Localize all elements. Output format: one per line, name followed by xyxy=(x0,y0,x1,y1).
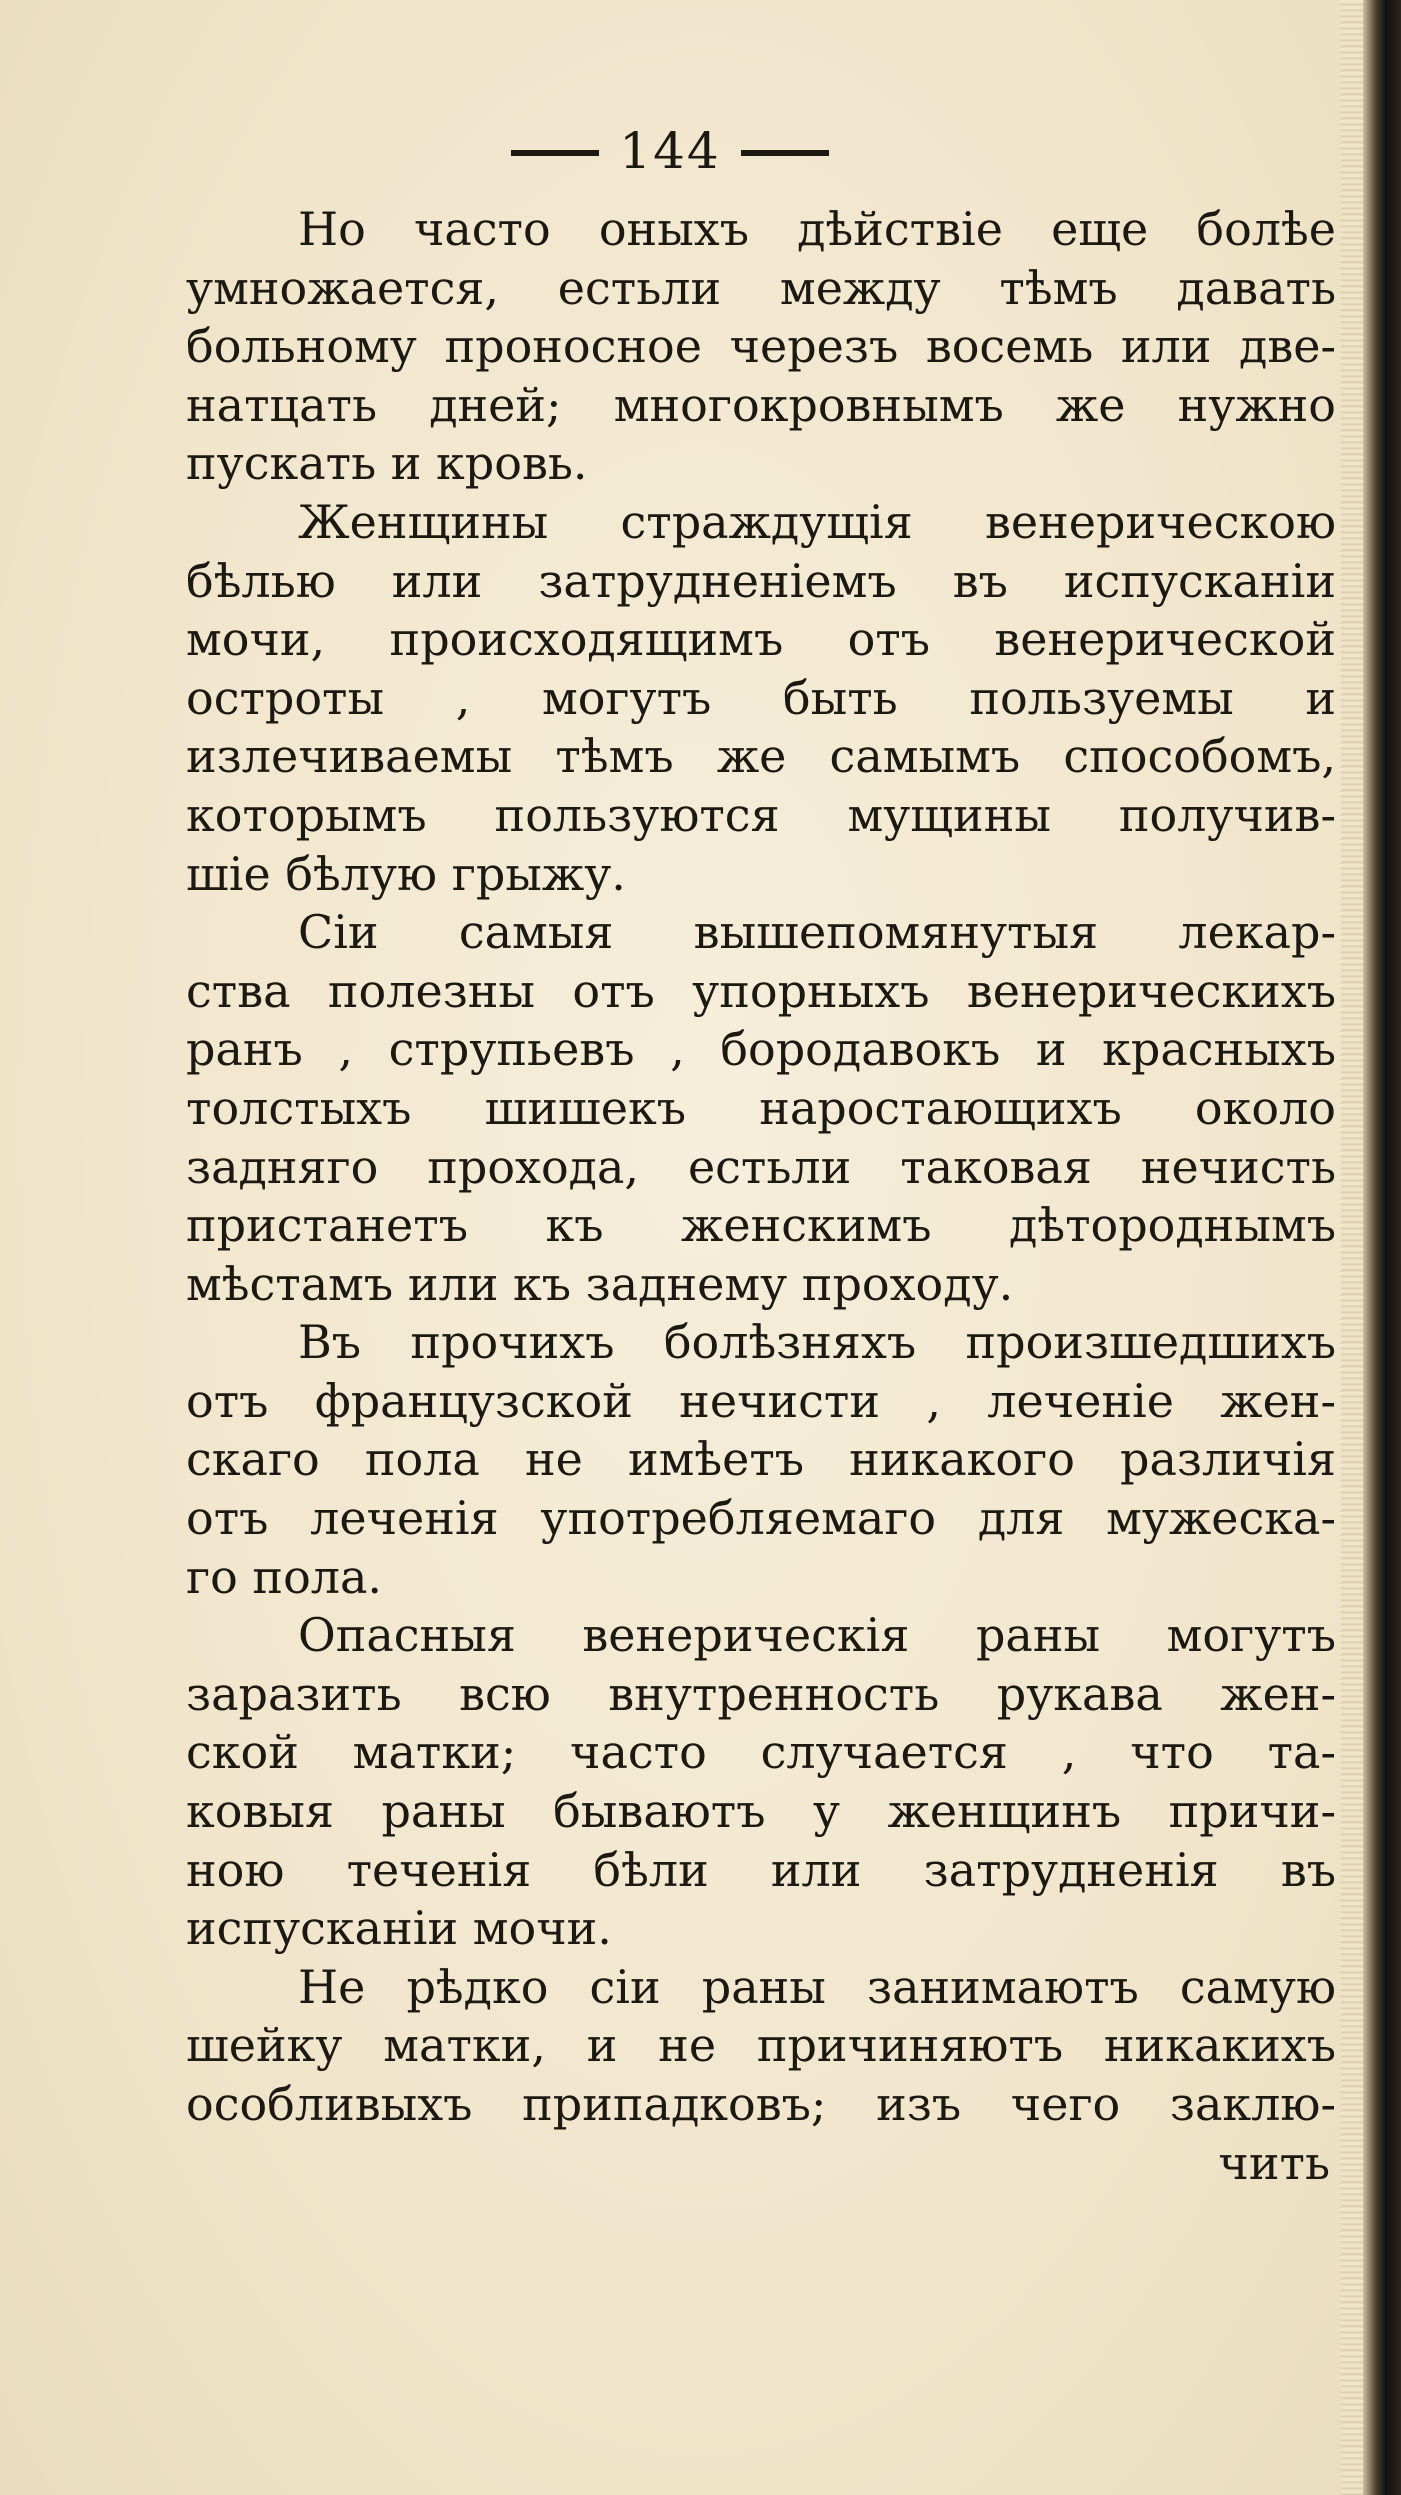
page-edge xyxy=(1341,0,1363,2495)
text-line: ною теченія бѣли или затрудненія въ xyxy=(186,1842,1336,1897)
text-line: особливыхъ припадковъ; изъ чего заклю- xyxy=(186,2077,1336,2131)
text-line: отъ леченія употребляемаго для мужеска- xyxy=(186,1491,1336,1546)
header-dash-left xyxy=(511,150,599,156)
text-line: бѣлью или затрудненіемъ въ испусканіи xyxy=(186,553,1336,608)
text-line: больному проносное черезъ восемь или две- xyxy=(186,319,1336,374)
text-line: го пола. xyxy=(186,1549,383,1604)
text-line: задняго прохода, естьли таковая нечисть xyxy=(186,1139,1336,1194)
text-line: Не рѣдко сіи раны занимаютъ самую xyxy=(298,1959,1336,2014)
text-line: ской матки; часто случается , что та- xyxy=(186,1725,1336,1780)
body-text xyxy=(186,200,1336,2192)
text-line: толстыхъ шишекъ наростающихъ около xyxy=(186,1080,1336,1135)
text-line: испусканіи мочи. xyxy=(186,1901,612,1956)
text-line: излечиваемы тѣмъ же самымъ способомъ, xyxy=(186,729,1336,784)
text-line: натцать дней; многокровнымъ же нужно xyxy=(186,377,1336,432)
text-line: Въ прочихъ болѣзняхъ произшедшихъ xyxy=(298,1315,1336,1370)
text-line: остроты , могутъ быть пользуемы и xyxy=(186,670,1336,725)
catchword: чить xyxy=(1218,2135,1330,2190)
book-spine xyxy=(1363,0,1401,2495)
text-line: отъ французской нечисти , леченіе жен- xyxy=(186,1373,1336,1428)
text-line: шіе бѣлую грыжу. xyxy=(186,846,626,901)
text-line: Опасныя венерическія раны могутъ xyxy=(298,1608,1336,1663)
text-line: которымъ пользуются мущины получив- xyxy=(186,787,1336,842)
text-line: мѣстамъ или къ заднему проходу. xyxy=(186,1256,1014,1311)
text-line: пускать и кровь. xyxy=(186,436,588,491)
text-line: Женщины страждущія венерическою xyxy=(298,494,1336,549)
page-header xyxy=(0,122,1340,180)
text-line: скаго пола не имѣетъ никакого различія xyxy=(186,1432,1336,1487)
text-line: ства полезны отъ упорныхъ венерическихъ xyxy=(186,963,1336,1018)
text-line: ковыя раны бываютъ у женщинъ причи- xyxy=(186,1784,1336,1839)
text-line: заразить всю внутренность рукава жен- xyxy=(186,1666,1336,1721)
page-number: 144 xyxy=(619,122,721,180)
text-line: Но часто оныхъ дѣйствіе еще болѣе xyxy=(298,202,1336,256)
text-line: шейку матки, и не причиняютъ никакихъ xyxy=(186,2018,1336,2073)
text-line: мочи, происходящимъ отъ венерической xyxy=(186,612,1336,667)
text-line: ранъ , струпьевъ , бородавокъ и красныхъ xyxy=(186,1022,1336,1077)
text-line: пристанетъ къ женскимъ дѣтороднымъ xyxy=(186,1198,1336,1253)
header-dash-right xyxy=(741,150,829,156)
text-line: Сіи самыя вышепомянутыя лекар- xyxy=(298,905,1336,960)
text-line: умножается, естьли между тѣмъ давать xyxy=(186,260,1336,315)
